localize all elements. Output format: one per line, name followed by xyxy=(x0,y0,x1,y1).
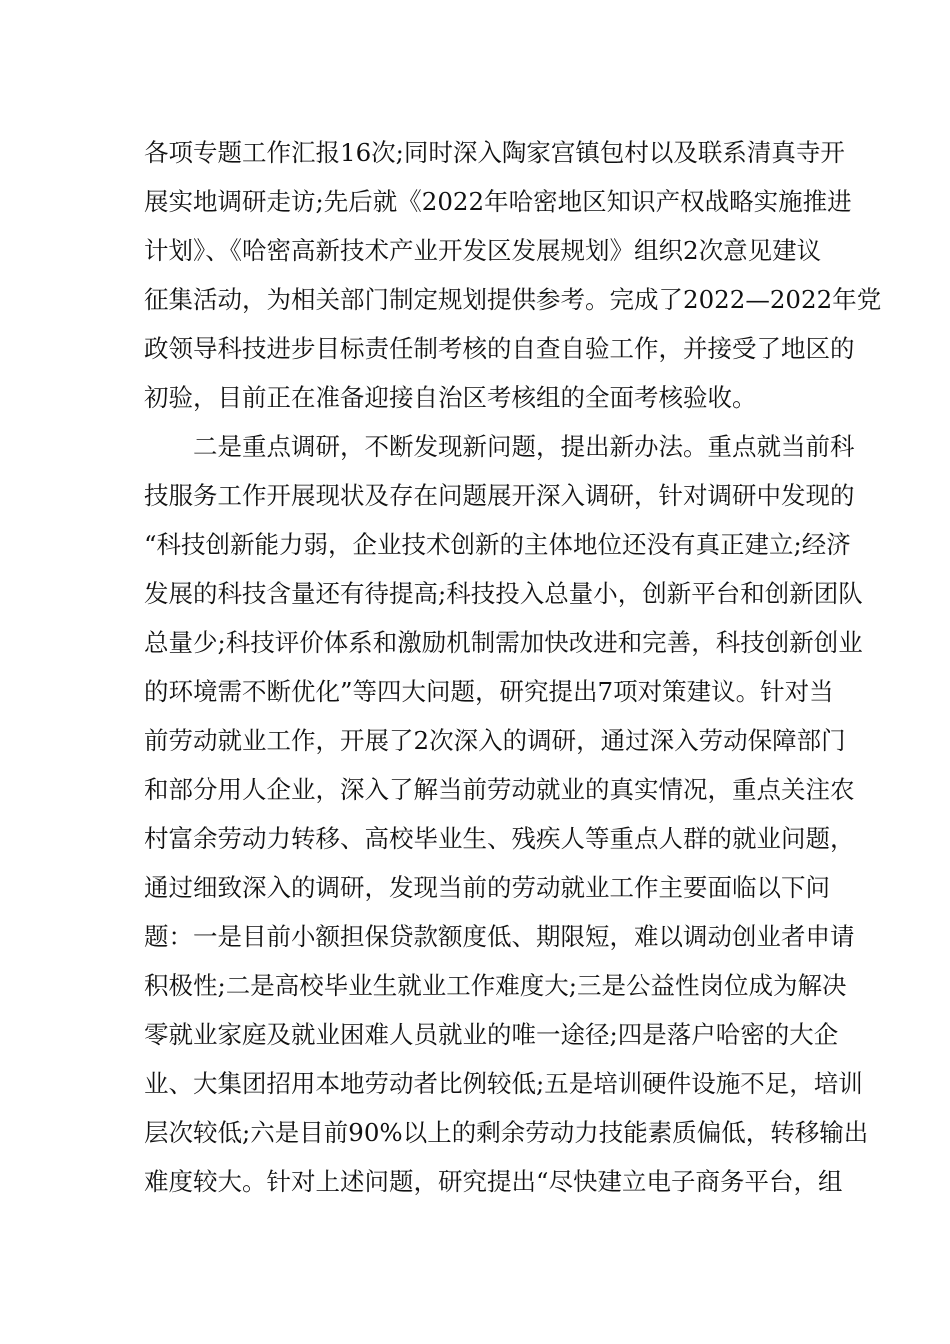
text-line: 总量少;科技评价体系和激励机制需加快改进和完善，科技创新创业 xyxy=(144,628,863,657)
text-line: 征集活动，为相关部门制定规划提供参考。完成了2022—2022年党 xyxy=(144,285,882,314)
text-line: 村富余劳动力转移、高校毕业生、残疾人等重点人群的就业问题， xyxy=(144,824,855,853)
text-line: 积极性;二是高校毕业生就业工作难度大;三是公益性岗位成为解决 xyxy=(144,971,847,1000)
body-text xyxy=(144,128,882,1206)
text-line: 难度较大。针对上述问题，研究提出“尽快建立电子商务平台，组 xyxy=(144,1167,843,1196)
text-line: 通过细致深入的调研，发现当前的劳动就业工作主要面临以下问 xyxy=(144,873,830,902)
text-line: 二是重点调研，不断发现新问题，提出新办法。重点就当前科 xyxy=(144,432,855,461)
text-line: 题：一是目前小额担保贷款额度低、期限短，难以调动创业者申请 xyxy=(144,922,855,951)
text-line: 前劳动就业工作，开展了2次深入的调研，通过深入劳动保障部门 xyxy=(144,726,846,755)
text-line: 计划》、《哈密高新技术产业开发区发展规划》组织2次意见建议 xyxy=(144,236,822,265)
text-line: 技服务工作开展现状及存在问题展开深入调研，针对调研中发现的 xyxy=(144,481,855,510)
text-line: 的环境需不断优化”等四大问题，研究提出7项对策建议。针对当 xyxy=(144,677,834,706)
text-line: “科技创新能力弱，企业技术创新的主体地位还没有真正建立;经济 xyxy=(144,530,851,559)
text-line: 层次较低;六是目前90%以上的剩余劳动力技能素质偏低，转移输出 xyxy=(144,1118,869,1147)
text-line: 展实地调研走访;先后就《2022年哈密地区知识产权战略实施推进 xyxy=(144,187,852,216)
text-line: 零就业家庭及就业困难人员就业的唯一途径;四是落户哈密的大企 xyxy=(144,1020,839,1049)
text-line: 发展的科技含量还有待提高;科技投入总量小，创新平台和创新团队 xyxy=(144,579,863,608)
text-line: 业、大集团招用本地劳动者比例较低;五是培训硬件设施不足，培训 xyxy=(144,1069,863,1098)
text-line: 政领导科技进步目标责任制考核的自查自验工作，并接受了地区的 xyxy=(144,334,855,363)
text-line: 和部分用人企业，深入了解当前劳动就业的真实情况，重点关注农 xyxy=(144,775,855,804)
text-line: 各项专题工作汇报16次;同时深入陶家宫镇包村以及联系清真寺开 xyxy=(144,138,845,167)
text-line: 初验，目前正在准备迎接自治区考核组的全面考核验收。 xyxy=(144,383,757,412)
